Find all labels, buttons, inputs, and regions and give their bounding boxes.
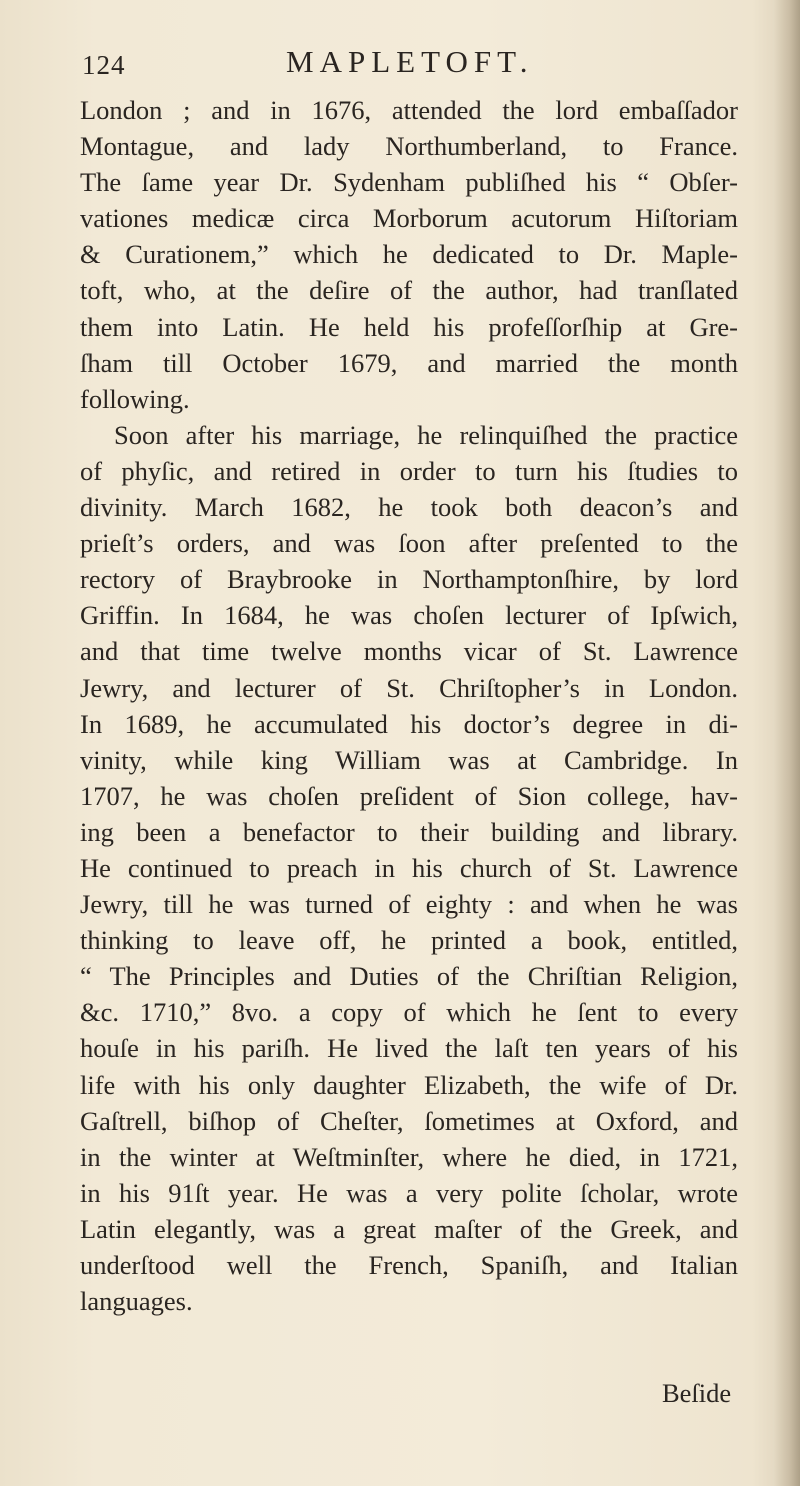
text-line: thinking to leave off, he printed a book, entitled, — [80, 925, 738, 956]
text-line: In 1689, he accumulated his doctor’s degree in di- — [80, 708, 738, 739]
page-header — [72, 44, 732, 84]
body-text — [80, 92, 738, 1319]
text-line: prieſt’s orders, and was ſoon after preſented to the — [80, 528, 738, 559]
text-line: & Curationem,” which he dedicated to Dr. Maple- — [80, 239, 738, 270]
text-line: Jewry, and lecturer of St. Chriſtopher’s in London. — [80, 672, 738, 703]
text-line: Montague, and lady Northumberland, to France. — [80, 131, 738, 162]
text-line: in the winter at Weſtminſter, where he died, in 1721, — [80, 1141, 738, 1172]
text-line: houſe in his pariſh. He lived the laſt ten years of his — [80, 1033, 738, 1064]
text-line: and that time twelve months vicar of St. Lawrence — [80, 636, 738, 667]
text-line: Gaſtrell, biſhop of Cheſter, ſometimes at Oxford, and — [80, 1105, 738, 1136]
text-line: ſham till October 1679, and married the month — [80, 347, 738, 378]
text-line: The ſame year Dr. Sydenham publiſhed his “ Obſer- — [80, 167, 738, 198]
page-number: 124 — [82, 50, 126, 80]
text-line: ing been a benefactor to their building and library. — [80, 816, 738, 847]
text-line: Jewry, till he was turned of eighty : and when he was — [80, 889, 738, 920]
text-line: &c. 1710,” 8vo. a copy of which he ſent to every — [80, 997, 738, 1028]
text-line: Latin elegantly, was a great maſter of the Greek, and — [80, 1213, 738, 1244]
text-line: Soon after his marriage, he relinquiſhed the practice — [114, 419, 738, 450]
text-line: following. — [80, 383, 190, 414]
text-line: vationes medicæ circa Morborum acutorum Hiſtoriam — [80, 203, 738, 234]
text-line: rectory of Braybrooke in Northamptonſhire, by lord — [80, 564, 738, 595]
text-line: 1707, he was choſen preſident of Sion college, hav- — [80, 780, 738, 811]
text-line: them into Latin. He held his profeſſorſhip at Gre- — [80, 311, 738, 342]
text-line: underſtood well the French, Spaniſh, and Italian — [80, 1250, 738, 1280]
catchword: Beſide — [662, 1378, 732, 1408]
text-line: London ; and in 1676, attended the lord embaſſador — [80, 95, 738, 125]
running-head: MAPLETOFT. — [286, 44, 534, 79]
text-line: languages. — [80, 1286, 193, 1317]
text-line: of phyſic, and retired in order to turn his ſtudies to — [80, 455, 738, 486]
text-line: He continued to preach in his church of St. Lawrence — [80, 852, 738, 883]
text-line: life with his only daughter Elizabeth, the wife of Dr. — [80, 1069, 738, 1100]
text-line: “ The Principles and Duties of the Chriſtian Religion, — [80, 961, 738, 992]
text-line: vinity, while king William was at Cambridge. In — [80, 744, 738, 775]
text-line: divinity. March 1682, he took both deacon’s and — [80, 492, 738, 523]
text-line: Griffin. In 1684, he was choſen lecturer of Ipſwich, — [80, 600, 738, 631]
text-line: toft, who, at the deſire of the author, had tranſlated — [80, 275, 738, 306]
text-line: in his 91ſt year. He was a very polite ſcholar, wrote — [80, 1177, 738, 1208]
page-edge-shadow — [774, 0, 800, 1486]
